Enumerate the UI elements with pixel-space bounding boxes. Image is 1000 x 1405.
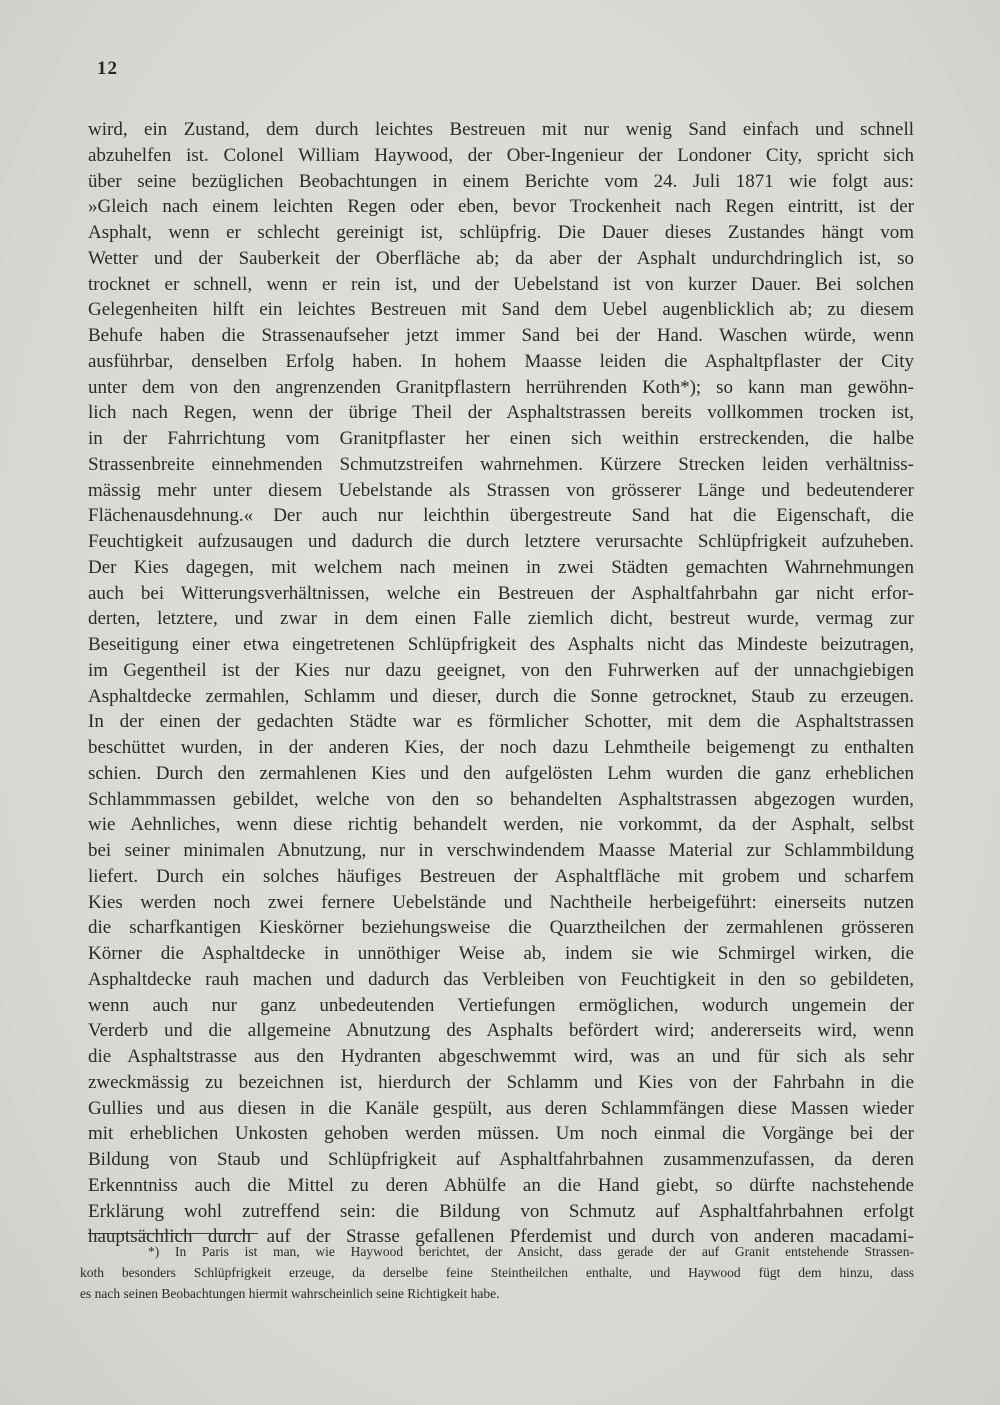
- footnote-line: koth besonders Schlüpfrigkeit erzeuge, da derselbe feine Steintheilchen enthalte, und Haywood fügt dem hinzu, dass: [80, 1265, 914, 1280]
- footnote-divider: [88, 1233, 258, 1234]
- text-line: derten, letztere, und zwar in dem einen Falle ziemlich dicht, bestreut wurde, vermag zur: [88, 608, 914, 630]
- text-line: unter dem von den angrenzenden Granitpflastern herrührenden Koth*); so kann man gewöhn-: [88, 376, 914, 398]
- text-line: Verderb und die allgemeine Abnutzung des Asphalts befördert wird; andererseits wird, wenn: [88, 1020, 914, 1042]
- text-line: Asphaltdecke zermahlen, Schlamm und dieser, durch die Sonne getrocknet, Staub zu erzeugen.: [88, 685, 914, 707]
- text-line: Körner die Asphaltdecke in unnöthiger Weise ab, indem sie wie Schmirgel wirken, die: [88, 943, 914, 964]
- text-line: über seine bezüglichen Beobachtungen in einem Berichte vom 24. Juli 1871 wie folgt aus:: [88, 170, 914, 192]
- text-line: beschüttet wurden, in der anderen Kies, der noch dazu Lehmtheile beigemengt zu enthalten: [88, 737, 914, 758]
- text-line: wenn auch nur ganz unbedeutenden Vertiefungen ermöglichen, wodurch ungemein der: [88, 994, 914, 1016]
- text-line: Gullies und aus diesen in die Kanäle gespült, aus deren Schlammfängen diese Massen wieder: [88, 1097, 914, 1119]
- text-line: Behufe haben die Strassenaufseher jetzt immer Sand bei der Hand. Waschen würde, wenn: [88, 325, 914, 346]
- footnote: [80, 1241, 914, 1304]
- text-line: die Asphaltstrasse aus den Hydranten abgeschwemmt wird, was an und für sich als sehr: [88, 1046, 914, 1067]
- footnote-line: *) In Paris ist man, wie Haywood berichtet, der Ansicht, dass gerade der auf Granit entstehende Strassen-: [148, 1244, 914, 1259]
- text-line: abzuhelfen ist. Colonel William Haywood, der Ober-Ingenieur der Londoner City, spricht sich: [88, 144, 914, 166]
- body-text: [88, 117, 914, 1250]
- text-line: »Gleich nach einem leichten Regen oder eben, bevor Trockenheit nach Regen eintritt, ist der: [88, 196, 914, 218]
- text-line: zweckmässig zu bezeichnen ist, hierdurch der Schlamm und Kies von der Fahrbahn in die: [88, 1071, 914, 1093]
- text-line: In der einen der gedachten Städte war es förmlicher Schotter, mit dem die Asphaltstrassen: [88, 711, 914, 733]
- text-line: Erkenntniss auch die Mittel zu deren Abhülfe an die Hand giebt, so dürfte nachstehende: [88, 1174, 914, 1196]
- text-line: liefert. Durch ein solches häufiges Bestreuen der Asphaltfläche mit grobem und scharfem: [88, 865, 914, 887]
- text-line: lich nach Regen, wenn der übrige Theil der Asphaltstrassen bereits vollkommen trocken ist,: [88, 402, 914, 424]
- text-line: wird, ein Zustand, dem durch leichtes Bestreuen mit nur wenig Sand einfach und schnell: [88, 119, 914, 140]
- text-line: hauptsächlich durch auf der Strasse gefallenen Pferdemist und durch von anderen macadami-: [88, 1226, 914, 1248]
- text-line: Asphaltdecke rauh machen und dadurch das Verbleiben von Feuchtigkeit in den so gebildeten,: [88, 968, 914, 990]
- text-line: Feuchtigkeit aufzusaugen und dadurch die durch letztere verursachte Schlüpfrigkeit aufzuheben.: [88, 531, 914, 552]
- text-line: wie Aehnliches, wenn diese richtig behandelt werden, nie vorkommt, da der Asphalt, selbst: [88, 814, 914, 836]
- footnote-line: es nach seinen Beobachtungen hiermit wahrscheinlich seine Richtigkeit habe.: [80, 1286, 500, 1301]
- text-line: Erklärung wohl zutreffend sein: die Bildung von Schmutz auf Asphaltfahrbahnen erfolgt: [88, 1200, 914, 1222]
- text-line: mit erheblichen Unkosten gehoben werden müssen. Um noch einmal die Vorgänge bei der: [88, 1123, 914, 1145]
- text-line: bei seiner minimalen Abnutzung, nur in verschwindendem Maasse Material zur Schlammbildung: [88, 840, 914, 861]
- text-line: ausführbar, denselben Erfolg haben. In hohem Maasse leiden die Asphaltpflaster der City: [88, 350, 914, 372]
- text-line: in der Fahrrichtung vom Granitpflaster her einen sich weithin erstreckenden, die halbe: [88, 428, 914, 449]
- text-line: Gelegenheiten hilft ein leichtes Bestreuen mit Sand dem Uebel augenblicklich ab; zu diesem: [88, 299, 914, 321]
- page-number: 12: [97, 58, 118, 79]
- text-line: Schlammmassen gebildet, welche von den so behandelten Asphaltstrassen abgezogen wurden,: [88, 788, 914, 810]
- text-line: Kies werden noch zwei fernere Uebelstände und Nachtheile herbeigeführt: einerseits nutzen: [88, 891, 914, 913]
- text-line: Flächenausdehnung.« Der auch nur leichthin übergestreute Sand hat die Eigenschaft, die: [88, 505, 914, 527]
- text-line: Asphalt, wenn er schlecht gereinigt ist, schlüpfrig. Die Dauer dieses Zustandes hängt vom: [88, 222, 914, 243]
- text-line: Wetter und der Sauberkeit der Oberfläche ab; da aber der Asphalt undurchdringlich ist, so: [88, 247, 914, 269]
- text-line: auch bei Witterungsverhältnissen, welche ein Bestreuen der Asphaltfahrbahn gar nicht erfor-: [88, 582, 914, 604]
- text-line: Der Kies dagegen, mit welchem nach meinen in zwei Städten gemachten Wahrnehmungen: [88, 556, 914, 578]
- text-line: Beseitigung einer etwa eingetretenen Schlüpfrigkeit des Asphalts nicht das Mindeste beizutragen,: [88, 634, 914, 655]
- text-line: im Gegentheil ist der Kies nur dazu geeignet, von den Fuhrwerken auf der unnachgiebigen: [88, 659, 914, 681]
- text-line: Strassenbreite einnehmenden Schmutzstreifen wahrnehmen. Kürzere Strecken leiden verhältniss-: [88, 453, 914, 475]
- text-line: trocknet er schnell, wenn er rein ist, und der Uebelstand ist von kurzer Dauer. Bei solchen: [88, 273, 914, 295]
- text-line: schien. Durch den zermahlenen Kies und den aufgelösten Lehm wurden die ganz erheblichen: [88, 762, 914, 784]
- text-line: Bildung von Staub und Schlüpfrigkeit auf Asphaltfahrbahnen zusammenzufassen, da deren: [88, 1149, 914, 1170]
- text-line: die scharfkantigen Kieskörner beziehungsweise die Quarztheilchen der zermahlenen grösseren: [88, 917, 914, 939]
- text-line: mässig mehr unter diesem Uebelstande als Strassen von grösserer Länge und bedeutenderer: [88, 479, 914, 501]
